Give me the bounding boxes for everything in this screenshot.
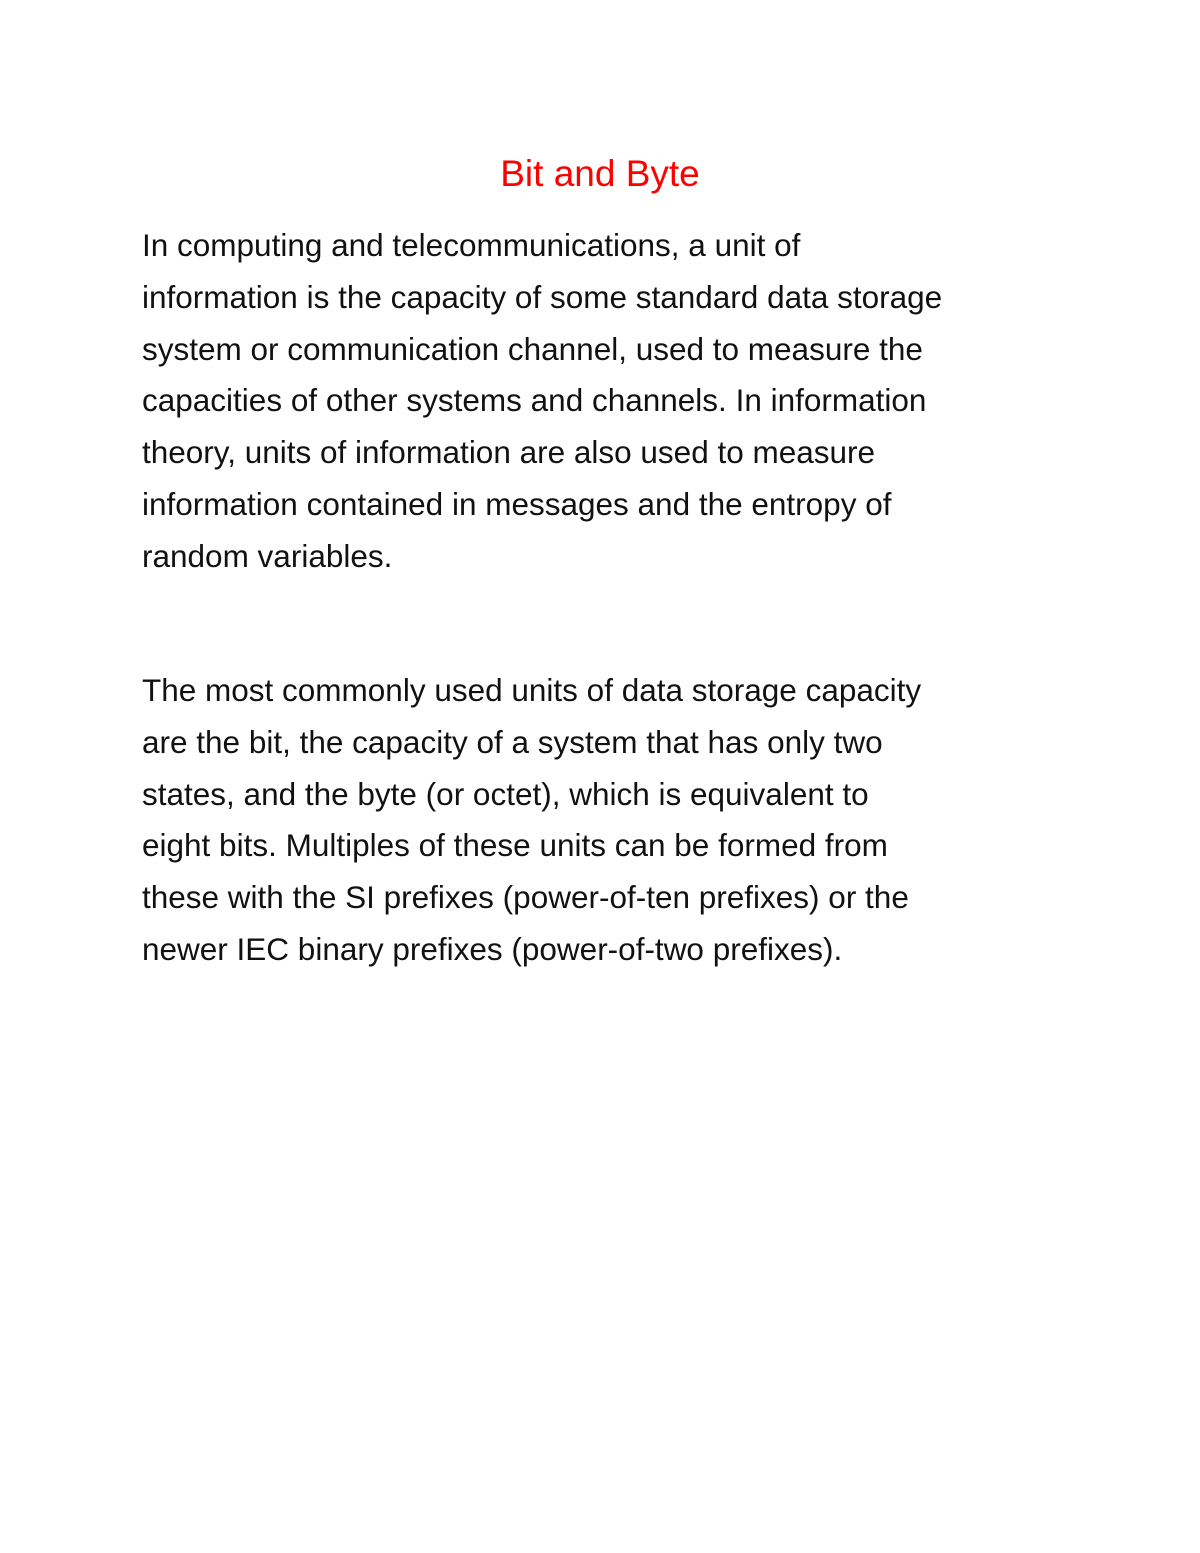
paragraph-line: In computing and telecommunications, a unit of	[142, 227, 801, 263]
paragraph-2	[142, 665, 1082, 976]
paragraph-line: random variables.	[142, 537, 393, 574]
paragraph-line: these with the SI prefixes (power-of-ten prefixes) or the	[142, 879, 909, 916]
paragraph-line: system or communication channel, used to measure the	[142, 330, 923, 367]
paragraph-line: theory, units of information are also used to measure	[142, 434, 876, 471]
paragraph-line: newer IEC binary prefixes (power-of-two prefixes).	[142, 930, 843, 967]
paragraph-1	[142, 220, 1082, 583]
paragraph-line: capacities of other systems and channels. In information	[142, 382, 927, 419]
paragraph-line: information contained in messages and the entropy of	[142, 485, 892, 522]
paragraph-line: states, and the byte (or octet), which is equivalent to	[142, 775, 869, 812]
paragraph-line: are the bit, the capacity of a system that has only two	[142, 723, 883, 760]
paragraph-line: eight bits. Multiples of these units can be formed from	[142, 827, 888, 864]
document-title: Bit and Byte	[500, 153, 700, 194]
paragraph-line: The most commonly used units of data storage capacity	[142, 672, 922, 708]
paragraph-line: information is the capacity of some standard data storage	[142, 278, 943, 315]
